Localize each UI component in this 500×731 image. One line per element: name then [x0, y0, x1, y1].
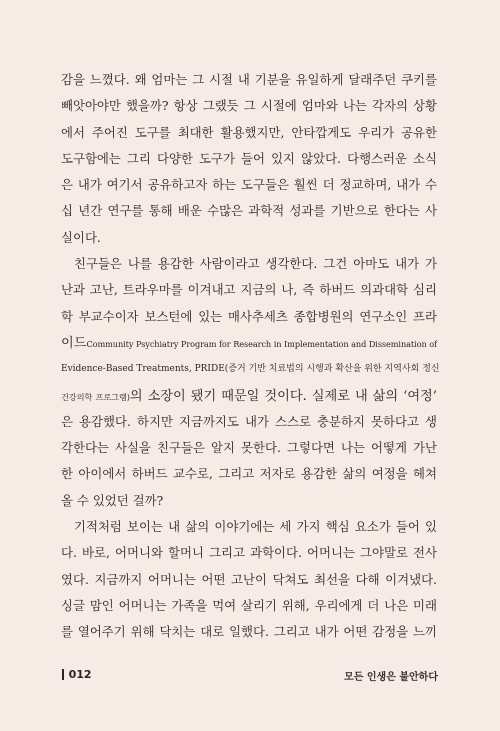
text-line: 였다. 지금까지 어머니는 어떤 고난이 닥쳐도 최선을 다해 이겨냈다.: [61, 571, 437, 587]
text-line: 에서 주어진 도구를 최대한 활용했지만, 안타깝게도 우리가 공유한: [61, 124, 437, 140]
text-line: 난과 고난, 트라우마를 이겨내고 지금의 나, 즉 하버드 의과대학 심리: [61, 282, 437, 298]
body-text: [61, 67, 440, 646]
text-line: 은 내가 여기서 공유하고자 하는 도구들은 훨씬 더 정교하며, 내가 수: [61, 177, 437, 193]
folio-bar: [62, 669, 64, 680]
text-line: 한 아이에서 하버드 교수로, 그리고 저자로 용감한 삶의 여정을 헤쳐: [61, 466, 437, 482]
running-title: 모든 인생은 불안하다: [344, 672, 438, 683]
text-fragment: 의 소장이 됐기 때문일 것이다. 실제로 내 삶의 ‘여정’: [129, 388, 437, 404]
mixed-size-line: [61, 330, 437, 356]
text-line: 싱글 맘인 어머니는 가족을 먹여 살리기 위해, 우리에게 더 나은 미래: [61, 597, 437, 613]
english-program-name-cont: Evidence-Based Treatments, PRIDE(증거 기반 치료법의 시행과 확산을 위한 지역사회 정신: [61, 364, 440, 375]
text-line: 각한다는 사실을 친구들은 알지 못한다. 그렇다면 나는 어떻게 가난: [61, 440, 437, 456]
mixed-size-line: [61, 383, 437, 409]
page-number-text: 012: [68, 668, 92, 681]
text-line: 도구함에는 그리 다양한 도구가 들어 있지 않았다. 다행스러운 소식: [61, 150, 437, 166]
paragraph-end-line: 실이다.: [61, 229, 101, 245]
english-program-name: Community Psychiatry Program for Research in Implementation and Dissemination of: [86, 338, 437, 349]
text-line: 빼앗아야만 했을까? 항상 그랬듯 그 시절에 엄마와 나는 각자의 상황: [61, 98, 437, 114]
page-number: [62, 668, 92, 681]
text-line: 감을 느꼈다. 왜 엄마는 그 시절 내 기분을 유일하게 달래주던 쿠키를: [61, 72, 437, 87]
page-footer: [62, 668, 438, 688]
text-line: 다. 바로, 어머니와 할머니 그리고 과학이다. 어머니는 그야말로 전사: [61, 545, 437, 561]
paragraph-start-line: 기적처럼 보이는 내 삶의 이야기에는 세 가지 핵심 요소가 들어 있: [74, 519, 437, 535]
text-fragment: 이드: [61, 335, 87, 351]
paragraph-start-line: 친구들은 나를 용감한 사람이라고 생각한다. 그건 아마도 내가 가: [74, 256, 437, 272]
paragraph-end-line: 올 수 있었던 걸까?: [61, 492, 164, 508]
text-line: 학 부교수이자 보스턴에 있는 매사추세츠 종합병원의 연구소인 프라: [61, 308, 437, 324]
text-line: 십 년간 연구를 통해 배운 수많은 과학적 성과를 기반으로 한다는 사: [61, 203, 437, 219]
text-line: 를 열어주기 위해 닥치는 대로 일했다. 그리고 내가 어떤 감정을 느끼: [61, 624, 437, 640]
text-fragment: 건강의학 프로그램): [61, 391, 130, 402]
text-line: 은 용감했다. 하지만 지금까지도 내가 스스로 충분하지 못하다고 생: [61, 413, 437, 429]
